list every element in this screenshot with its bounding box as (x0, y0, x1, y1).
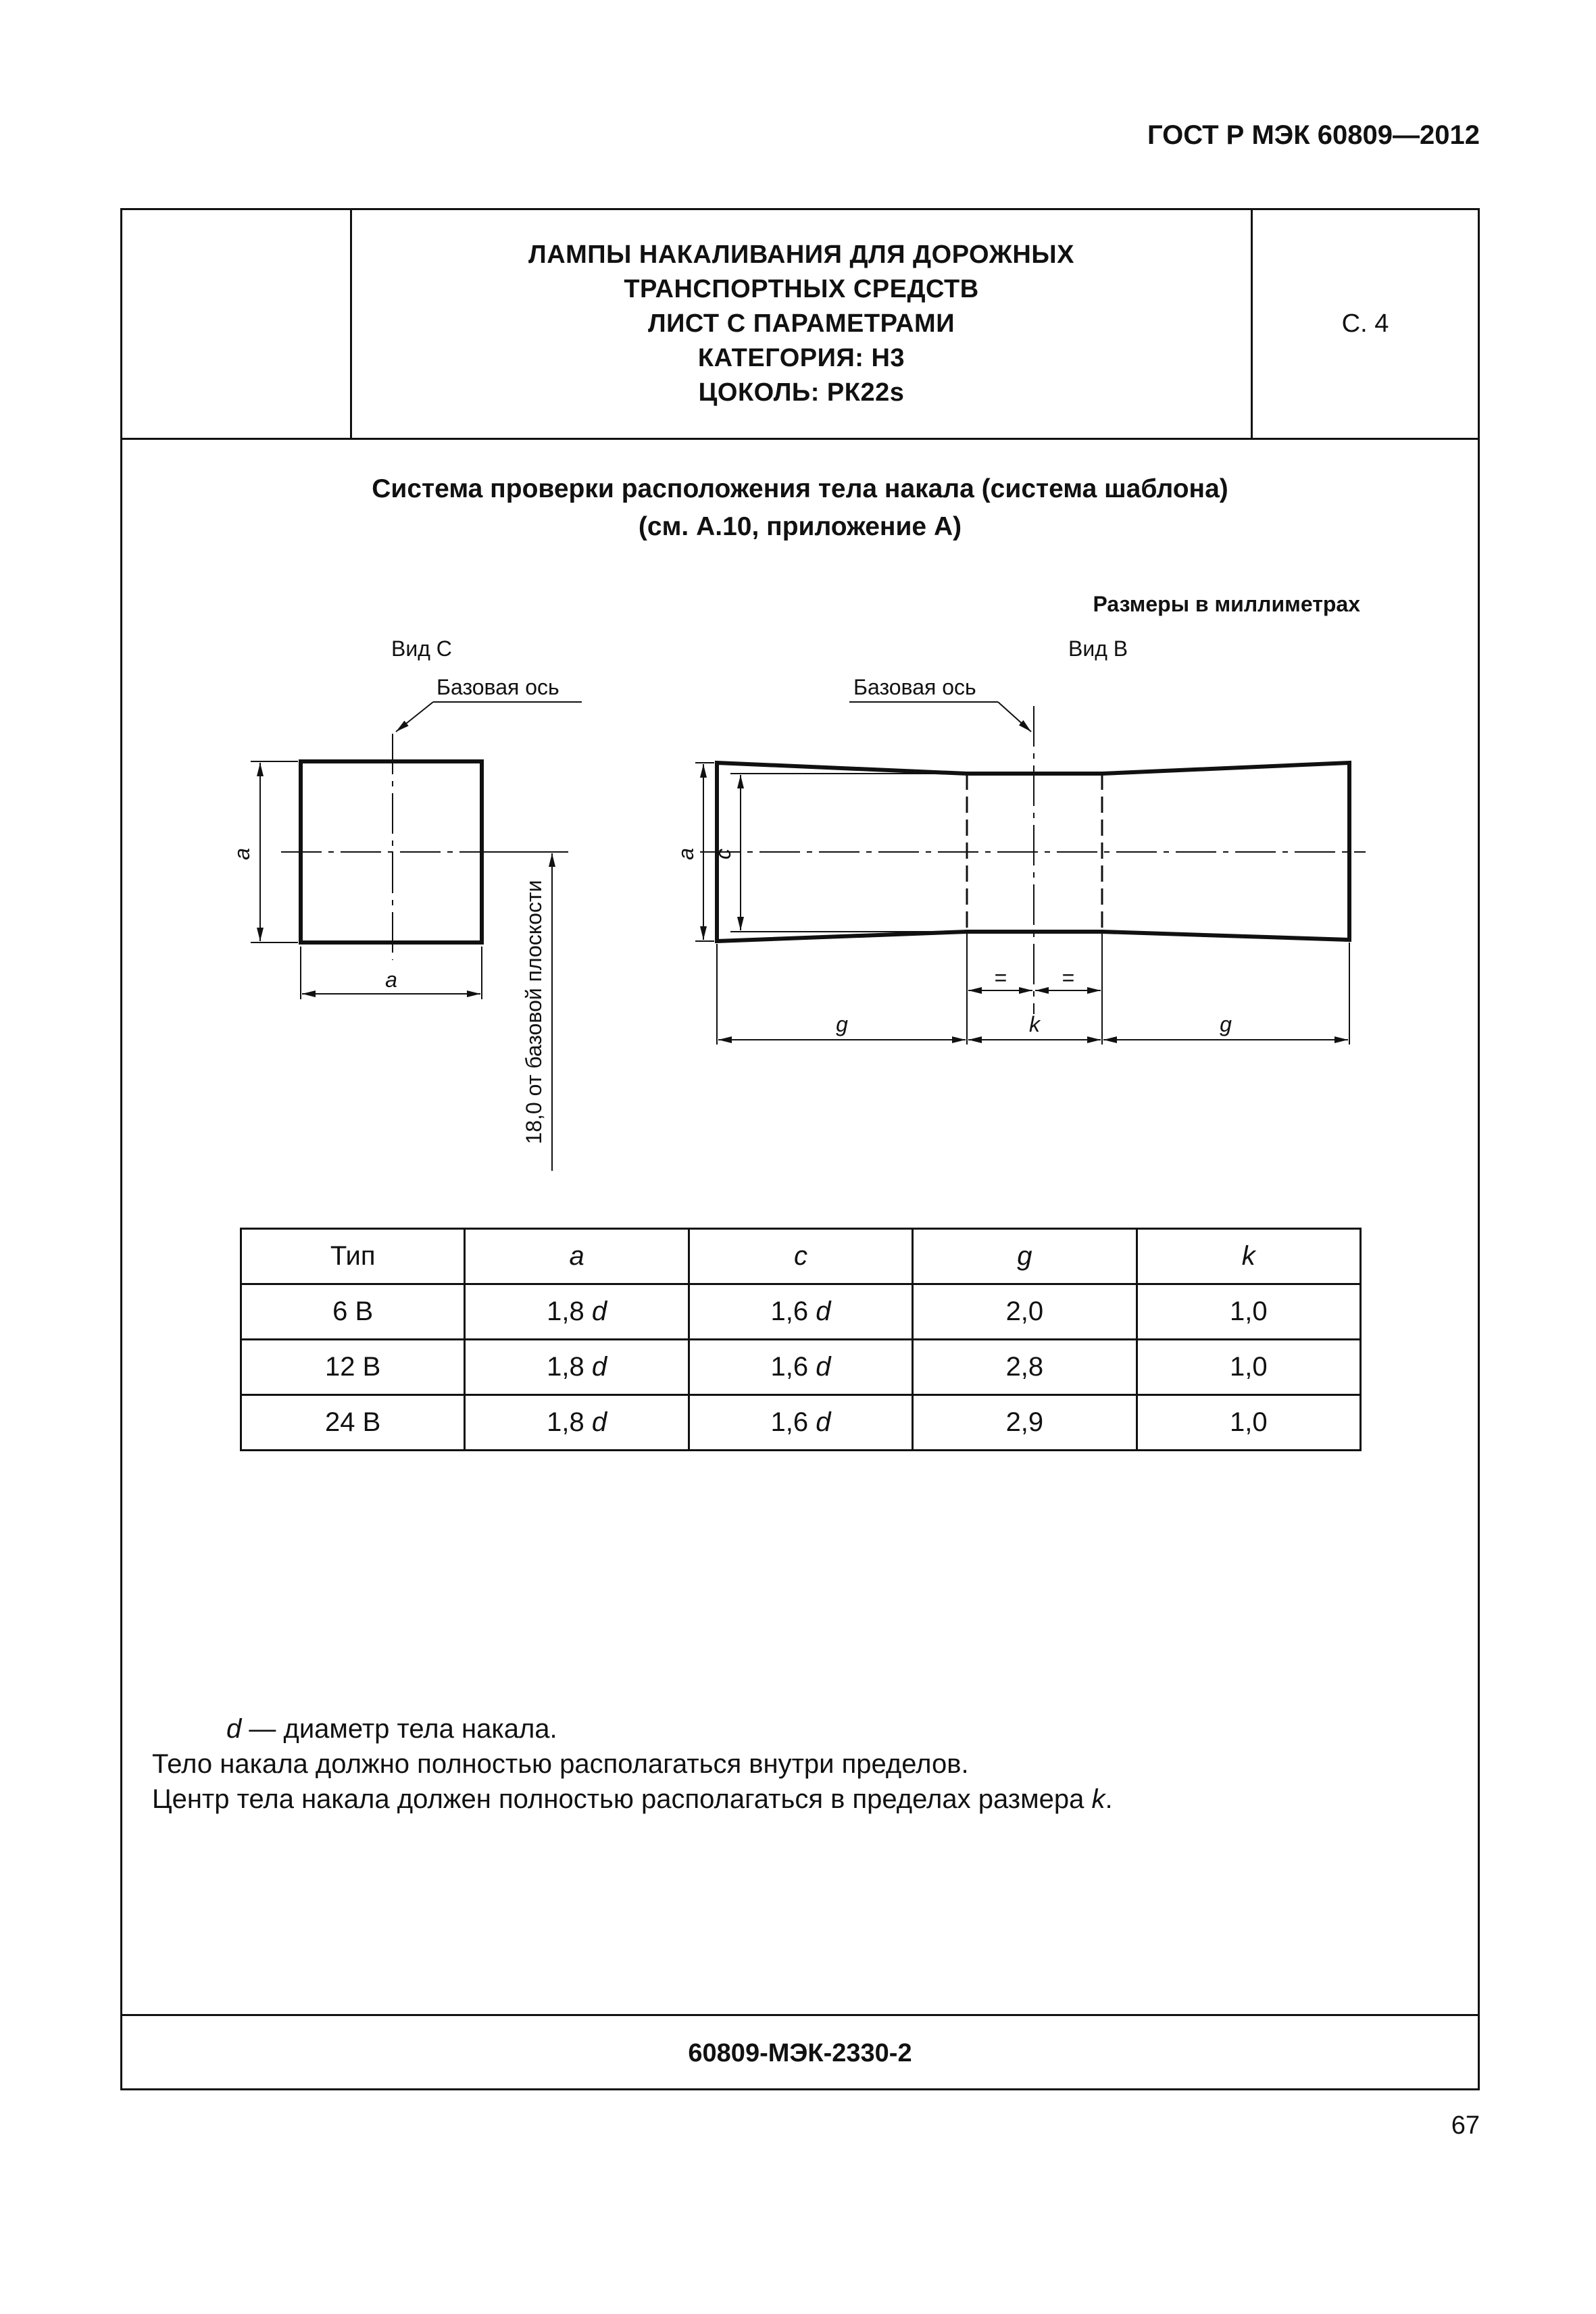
cell-a (465, 1395, 689, 1451)
sheet-frame (120, 208, 1480, 2090)
cell-variable: d (816, 1407, 831, 1437)
cell-number: 1,6 (770, 1407, 809, 1437)
cell-variable: d (816, 1352, 831, 1382)
technical-drawing (122, 210, 1478, 1224)
dim-a-horizontal-label: a (385, 967, 397, 992)
note-line (152, 1782, 1113, 1817)
cell-a (465, 1340, 689, 1395)
cell-c (689, 1340, 912, 1395)
cell-a (465, 1284, 689, 1340)
cell-variable: d (816, 1297, 831, 1326)
cell-k: 1,0 (1137, 1340, 1360, 1395)
dim-k-label: k (1029, 1012, 1040, 1036)
cell-number: 1,8 (547, 1297, 584, 1326)
table-row (241, 1395, 1361, 1451)
title-line: КАТЕГОРИЯ: Н3 (697, 344, 905, 372)
axis-leader-b (998, 702, 1031, 732)
section-title-line: (см. А.10, приложение А) (638, 512, 962, 541)
cell-number: 1,8 (547, 1352, 584, 1382)
dim-a-vertical-label: a (230, 848, 254, 860)
header-cell-g: g (913, 1229, 1137, 1284)
title-line: ЛАМПЫ НАКАЛИВАНИЯ ДЛЯ ДОРОЖНЫХ (528, 241, 1074, 269)
header-cell-c: c (689, 1229, 912, 1284)
note-variable: k (1091, 1784, 1105, 1814)
header-cell-k: k (1137, 1229, 1360, 1284)
header-cell-type: Тип (241, 1229, 465, 1284)
cell-variable: d (591, 1297, 607, 1326)
page-number: 67 (1451, 2111, 1480, 2140)
cell-type: 12 В (241, 1340, 465, 1395)
cell-c (689, 1284, 912, 1340)
cell-number: 1,6 (770, 1352, 809, 1382)
title-line: ЦОКОЛЬ: РК22s (698, 378, 905, 407)
equal-sign-left: = (994, 965, 1007, 990)
note-line: Тело накала должно полностью располагаться внутри пределов. (152, 1749, 969, 1779)
cell-type: 6 В (241, 1284, 465, 1340)
view-b-label: Вид В (1068, 636, 1128, 661)
cell-variable: d (591, 1407, 607, 1437)
note-line (152, 1711, 1113, 1746)
note-text: Центр тела накала должен полностью располагаться в пределах размера (152, 1784, 1092, 1814)
equal-sign-right: = (1062, 965, 1075, 990)
units-note: Размеры в миллиметрах (1093, 592, 1360, 616)
dim-c-label: c (711, 849, 735, 859)
standard-code: ГОСТ Р МЭК 60809—2012 (1147, 120, 1480, 150)
cell-variable: d (591, 1352, 607, 1382)
sheet-footer-code: 60809-МЭК-2330-2 (122, 2014, 1478, 2090)
view-c-label: Вид С (391, 636, 452, 661)
sheet-page: С. 4 (1251, 210, 1478, 440)
cell-c (689, 1395, 912, 1451)
cell-k: 1,0 (1137, 1284, 1360, 1340)
table-row (241, 1340, 1361, 1395)
cell-type: 24 В (241, 1395, 465, 1451)
cell-g: 2,8 (913, 1340, 1137, 1395)
note-text: . (1105, 1784, 1113, 1814)
title-line: ТРАНСПОРТНЫХ СРЕДСТВ (624, 275, 979, 303)
note-variable: d (226, 1714, 242, 1744)
header-cell-a: a (465, 1229, 689, 1284)
axis-label-b: Базовая ось (853, 675, 976, 699)
title-line: ЛИСТ С ПАРАМЕТРАМИ (647, 309, 955, 338)
base-plane-note: 18,0 от базовой плоскости (522, 880, 546, 1145)
dim-g-left-label: g (836, 1012, 848, 1036)
cell-g: 2,0 (913, 1284, 1137, 1340)
dim-a-b-label: a (674, 848, 698, 860)
notes (152, 1711, 1113, 1817)
axis-leader-c (396, 702, 433, 732)
section-title-line: Система проверки расположения тела накала (система шаблона) (372, 474, 1228, 503)
cell-k: 1,0 (1137, 1395, 1360, 1451)
note-text: — диаметр тела накала. (241, 1714, 557, 1744)
parameters-table (240, 1228, 1362, 1451)
axis-label-c: Базовая ось (437, 675, 559, 699)
dim-g-right-label: g (1220, 1012, 1232, 1036)
cell-number: 1,8 (547, 1407, 584, 1437)
cell-g: 2,9 (913, 1395, 1137, 1451)
cell-number: 1,6 (770, 1297, 809, 1326)
table-header-row (241, 1229, 1361, 1284)
table-row (241, 1284, 1361, 1340)
